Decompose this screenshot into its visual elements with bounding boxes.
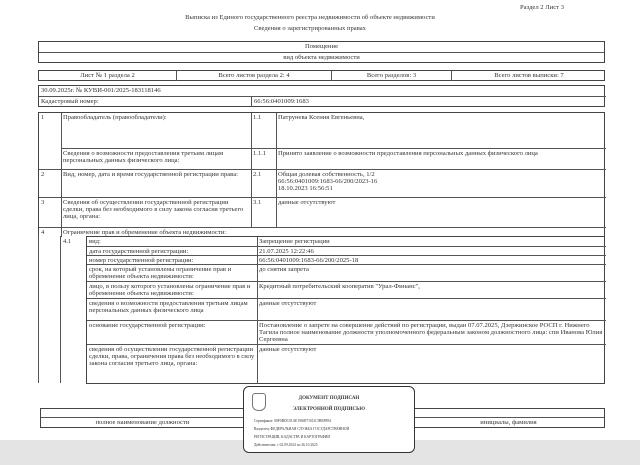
sheet-ref: Раздел 2 Лист 3 [520, 4, 564, 11]
right-reg-number: 66:56:0401009:1683-66/200/2023-16 [278, 178, 378, 186]
rights-table [38, 112, 605, 236]
name-caption: инициалы, фамилия [413, 417, 604, 427]
restriction-table [86, 236, 605, 384]
object-caption: вид объекта недвижимости [39, 52, 604, 63]
restriction-num: 4.1 [63, 238, 72, 245]
restriction-label: основание государственной регистрации: [87, 320, 257, 344]
row-subnum: 2.1 [251, 169, 276, 197]
restriction-label: сведения об осуществлении государственной регистрации сделки, права, ограничения права без необходимого в силу закона согласия третьего лица, органа: [87, 344, 257, 384]
right-holder: Патрунева Ксения Евгеньевна, [278, 114, 365, 121]
doc-info-box [38, 85, 605, 107]
right-reg-date: 18.10.2023 16:56:51 [278, 185, 333, 193]
row-label: Правообладатель (правообладатели): [63, 114, 167, 121]
cadastral-label: Кадастровый номер: [39, 96, 251, 107]
restriction-personal-data: данные отсутствуют [257, 298, 606, 320]
row-label: Сведения о возможности предоставления третьим лицам персональных данных физического лица: [61, 148, 251, 169]
section-sheets: Всего листов раздела 2: 4 [176, 71, 331, 81]
document-subtitle: Сведения о зарегистрированных правах [254, 25, 366, 32]
stamp-line1: ДОКУМЕНТ ПОДПИСАН [298, 396, 360, 401]
cadastral-value: 66:56:0401009:1683 [251, 96, 606, 107]
row-label: Ограничение прав и обременение объекта недвижимости: [61, 227, 606, 237]
stamp-owner2: РЕГИСТРАЦИИ, КАДАСТРА И КАРТОГРАФИИ [254, 435, 330, 439]
name-box [412, 408, 605, 428]
restriction-label: срок, на который установлены ограничение прав и обременение объекта недвижимости: [87, 264, 257, 281]
row-label: Сведения об осуществлении государственной регистрации сделки, права без необходимого в силу закона согласия третьего лица, органа: [61, 197, 251, 227]
restriction-beneficiary: Кредитный потребительский кооператив "Урал-Финанс", [257, 281, 606, 298]
row-subnum: 1.1.1 [251, 148, 276, 169]
restriction-term: до снятия запрета [257, 264, 606, 281]
position-box [40, 408, 245, 428]
row-label: Вид, номер, дата и время государственной регистрации права: [61, 169, 251, 197]
table-left-border [38, 236, 39, 383]
position-caption: полное наименование должности [41, 417, 244, 427]
row-num: 1 [41, 114, 45, 121]
stamp-validity: Действителен: с 02.09.2024 по 26.10.2025 [254, 443, 318, 447]
doc-date-number: 30.09.2025г. № КУВИ-001/2025-183118146 [41, 87, 161, 94]
restriction-transaction: данные отсутствуют [257, 344, 606, 384]
object-name: Помещение [304, 43, 339, 50]
row-num: 4 [39, 227, 61, 237]
restriction-label: вид: [89, 238, 101, 245]
row-subnum: 1.1 [253, 114, 262, 121]
total-sheets: Всего листов выписки: 7 [451, 71, 606, 81]
row-subnum: 3.1 [251, 197, 276, 227]
row-num: 3 [39, 197, 61, 227]
row-num: 2 [39, 169, 61, 197]
restriction-reg-number: 66:56:0401009:1683-66/200/2025-18 [257, 255, 606, 264]
document-title: Выписка из Единого государственного реестра недвижимости об объекте недвижимости [185, 14, 435, 21]
object-type-box [38, 41, 605, 63]
personal-data-consent: Принято заявление о возможности предоставления персональных данных физического лица [276, 148, 606, 169]
sheet-number: Лист № 1 раздела 2 [80, 72, 135, 79]
restriction-label: сведения о возможности предоставления третьим лицам персональных данных физического лица [87, 298, 257, 320]
electronic-signature-stamp [243, 386, 415, 453]
restriction-type: Запрещение регистрации [259, 238, 330, 245]
restriction-label: лицо, в пользу которого установлены ограничение прав и обременение объекта недвижимости: [87, 281, 257, 298]
right-type: Общая долевая собственность, 1/2 [278, 171, 375, 178]
total-sections: Всего разделов: 3 [331, 71, 451, 81]
sheets-row [38, 70, 605, 81]
registration-right [276, 169, 606, 197]
stamp-certificate: Сертификат: 00F0BDC01AE1984971012C98EF894 [254, 419, 331, 423]
table-col-border [60, 236, 61, 383]
stamp-line2: ЭЛЕКТРОННОЙ ПОДПИСЬЮ [292, 407, 366, 412]
restriction-label: номер государственной регистрации: [87, 255, 257, 264]
transaction-info: данные отсутствуют [276, 197, 606, 227]
restriction-basis: Постановление о запрете на совершение действий по регистрации, выдан 07.07.2025, Дзержинское РОСП г. Нижнего Тагила полное наименование должности уполномоченного федеральным законом должностного лица: спи Иванова Юлия Сергеевна [257, 320, 606, 344]
restriction-date: 21.07.2025 12:22:46 [257, 246, 606, 255]
stamp-owner: Владелец: ФЕДЕРАЛЬНАЯ СЛУЖБА ГОСУДАРСТВЕННОЙ [254, 427, 350, 431]
restriction-label: дата государственной регистрации: [87, 246, 257, 255]
